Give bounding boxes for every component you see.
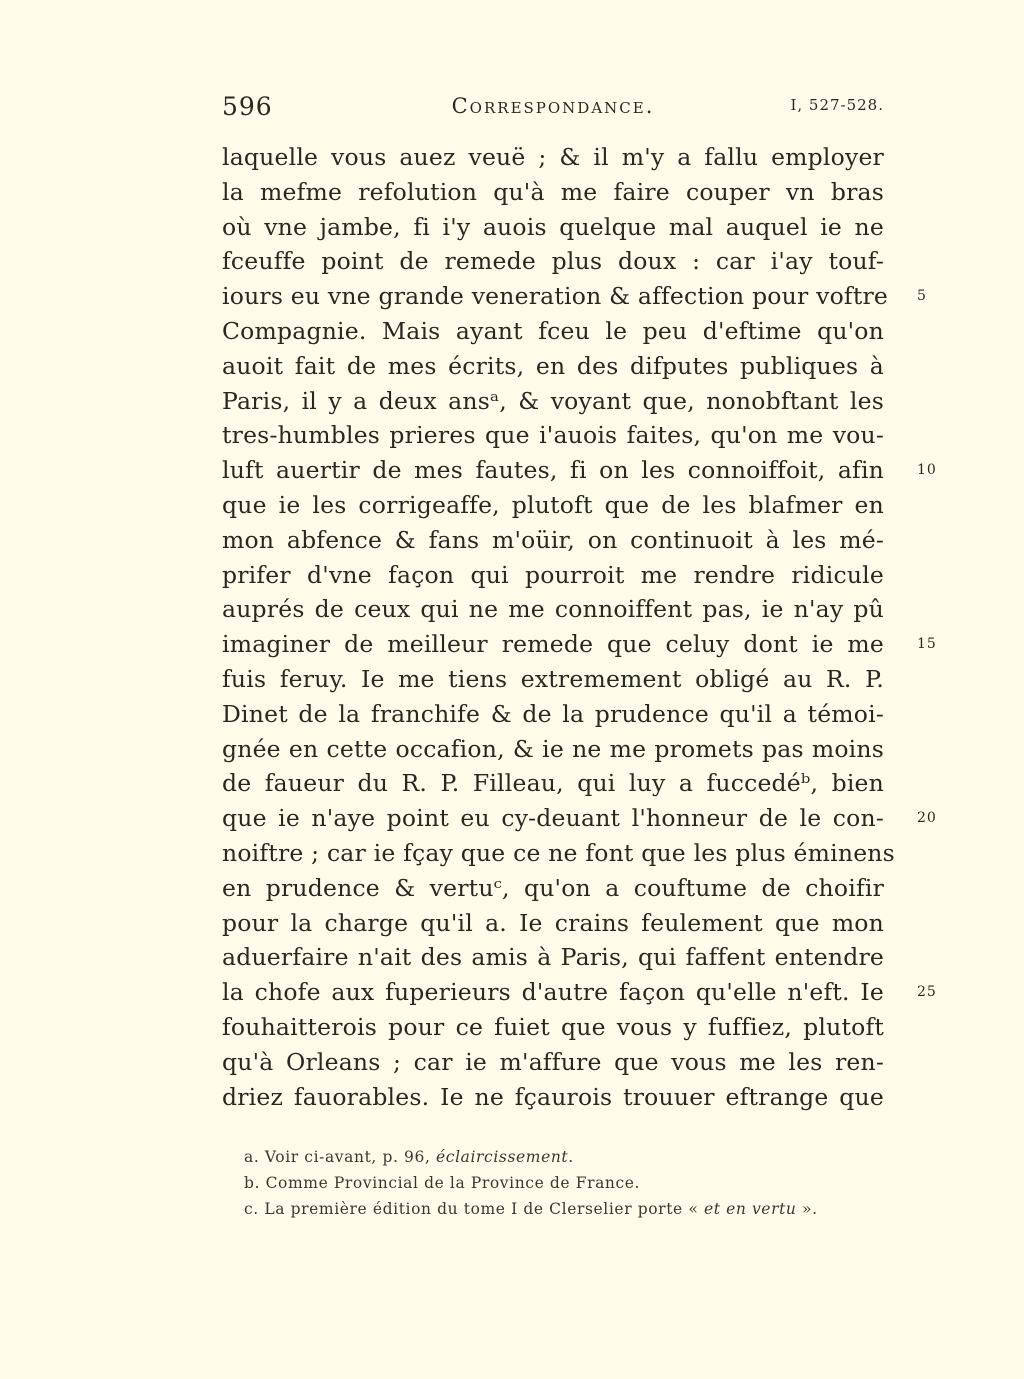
text-line [222, 384, 884, 419]
footnote-text: a. Voir ci-avant, p. 96, [244, 1148, 437, 1166]
text-line [222, 627, 937, 662]
text-line [222, 1045, 884, 1080]
line-text: fouhaitterois pour ce fuiet que vous y fuffiez, plutoft [222, 1012, 884, 1041]
text-line [222, 349, 884, 384]
text-line [222, 488, 884, 523]
line-text: qu'à Orleans ; car ie m'affure que vous me les ren- [222, 1047, 884, 1076]
line-text: laquelle vous auez veuë ; & il m'y a fallu employer [222, 143, 884, 171]
footnote-text: c. La première édition du tome I de Clerselier porte « [244, 1200, 704, 1218]
text-line [222, 1010, 884, 1045]
text-line [222, 940, 884, 975]
text-line [222, 244, 884, 279]
line-text: pour la charge qu'il a. Ie crains feulement que mon [222, 908, 884, 937]
page-number: 596 [222, 92, 273, 121]
line-text: gnée en cette occafion, & ie ne me promets pas moins [222, 734, 884, 763]
line-number: 15 [917, 636, 937, 653]
footnote-text: b. Comme Provincial de la Province de France. [244, 1174, 641, 1192]
line-text: imaginer de meilleur remede que celuy dont ie me [222, 630, 884, 659]
line-text: Dinet de la franchife & de la prudence qu'il a témoi- [222, 699, 884, 728]
text-line [222, 732, 884, 767]
line-number: 10 [917, 462, 937, 479]
line-text: où vne jambe, fi i'y auois quelque mal auquel ie ne [222, 212, 884, 241]
footnote-emphasis: éclaircissement [436, 1148, 569, 1166]
line-text: aduerfaire n'ait des amis à Paris, qui faffent entendre [222, 943, 884, 972]
line-text: fceuffe point de remede plus doux : car i'ay touf- [222, 247, 884, 276]
text-line [222, 871, 884, 906]
line-text: que ie les corrigeaffe, plutoft que de les blafmer en [222, 490, 884, 519]
text-line [222, 975, 937, 1010]
line-text: auoit fait de mes écrits, en des difputes publiques à [222, 351, 884, 380]
running-title: Correspondance. [451, 94, 655, 118]
footnote-b [244, 1170, 884, 1196]
line-number: 20 [917, 810, 937, 827]
footnote-tail: . [568, 1148, 574, 1166]
line-text: luft auertir de mes fautes, fi on les connoiffoit, afin [222, 456, 884, 485]
text-line [222, 210, 884, 245]
text-line [222, 418, 884, 453]
page-reference: I, 527-528. [790, 96, 884, 114]
line-text: en prudence & vertuᶜ, qu'on a couftume de choifir [222, 873, 884, 902]
line-text: Paris, il y a deux ansᵃ, & voyant que, nonobftant les [222, 386, 884, 415]
text-line [222, 836, 895, 871]
line-text: la mefme refolution qu'à me faire couper vn bras [222, 177, 884, 206]
text-line [222, 1080, 884, 1115]
footnote-c [244, 1196, 884, 1222]
line-text: driez fauorables. Ie ne fçaurois trouuer eftrange que [222, 1082, 884, 1111]
text-line [222, 453, 937, 488]
footnote-emphasis: et en vertu [703, 1200, 797, 1218]
line-text: la chofe aux fuperieurs d'autre façon qu'elle n'eft. Ie [222, 978, 884, 1007]
text-line [222, 697, 884, 732]
line-text: Compagnie. Mais ayant fceu le peu d'eftime qu'on [222, 316, 884, 345]
line-text: iours eu vne grande veneration & affection pour voftre [222, 282, 888, 311]
line-text: tres-humbles prieres que i'auois faites, qu'on me vou- [222, 421, 884, 450]
footnotes [244, 1144, 884, 1222]
line-text: mon abfence & fans m'oüir, on continuoit à les mé- [222, 525, 884, 554]
text-line [222, 801, 937, 836]
line-text: que ie n'aye point eu cy-deuant l'honneur de le con- [222, 804, 884, 833]
text-line [222, 766, 884, 801]
text-line [222, 314, 884, 349]
line-number: 25 [917, 984, 937, 1001]
footnote-a [244, 1144, 884, 1170]
line-text: de faueur du R. P. Filleau, qui luy a fuccedéᵇ, bien [222, 769, 884, 798]
line-text: auprés de ceux qui ne me connoiffent pas, ie n'ay pû [222, 595, 884, 624]
text-line [222, 140, 884, 175]
text-line [222, 523, 884, 558]
footnote-tail: ». [796, 1200, 818, 1218]
text-line [222, 175, 884, 210]
text-line [222, 279, 927, 314]
line-text: prifer d'vne façon qui pourroit me rendre ridicule [222, 560, 884, 589]
line-text: fuis feruy. Ie me tiens extremement obligé au R. P. [222, 664, 884, 693]
text-line [222, 906, 884, 941]
text-line [222, 558, 884, 593]
text-line [222, 662, 884, 697]
text-line [222, 592, 884, 627]
line-number: 5 [917, 288, 927, 305]
page-header [222, 92, 884, 126]
line-text: noiftre ; car ie fçay que ce ne font que les plus éminens [222, 838, 895, 867]
letter-body [222, 140, 937, 1114]
